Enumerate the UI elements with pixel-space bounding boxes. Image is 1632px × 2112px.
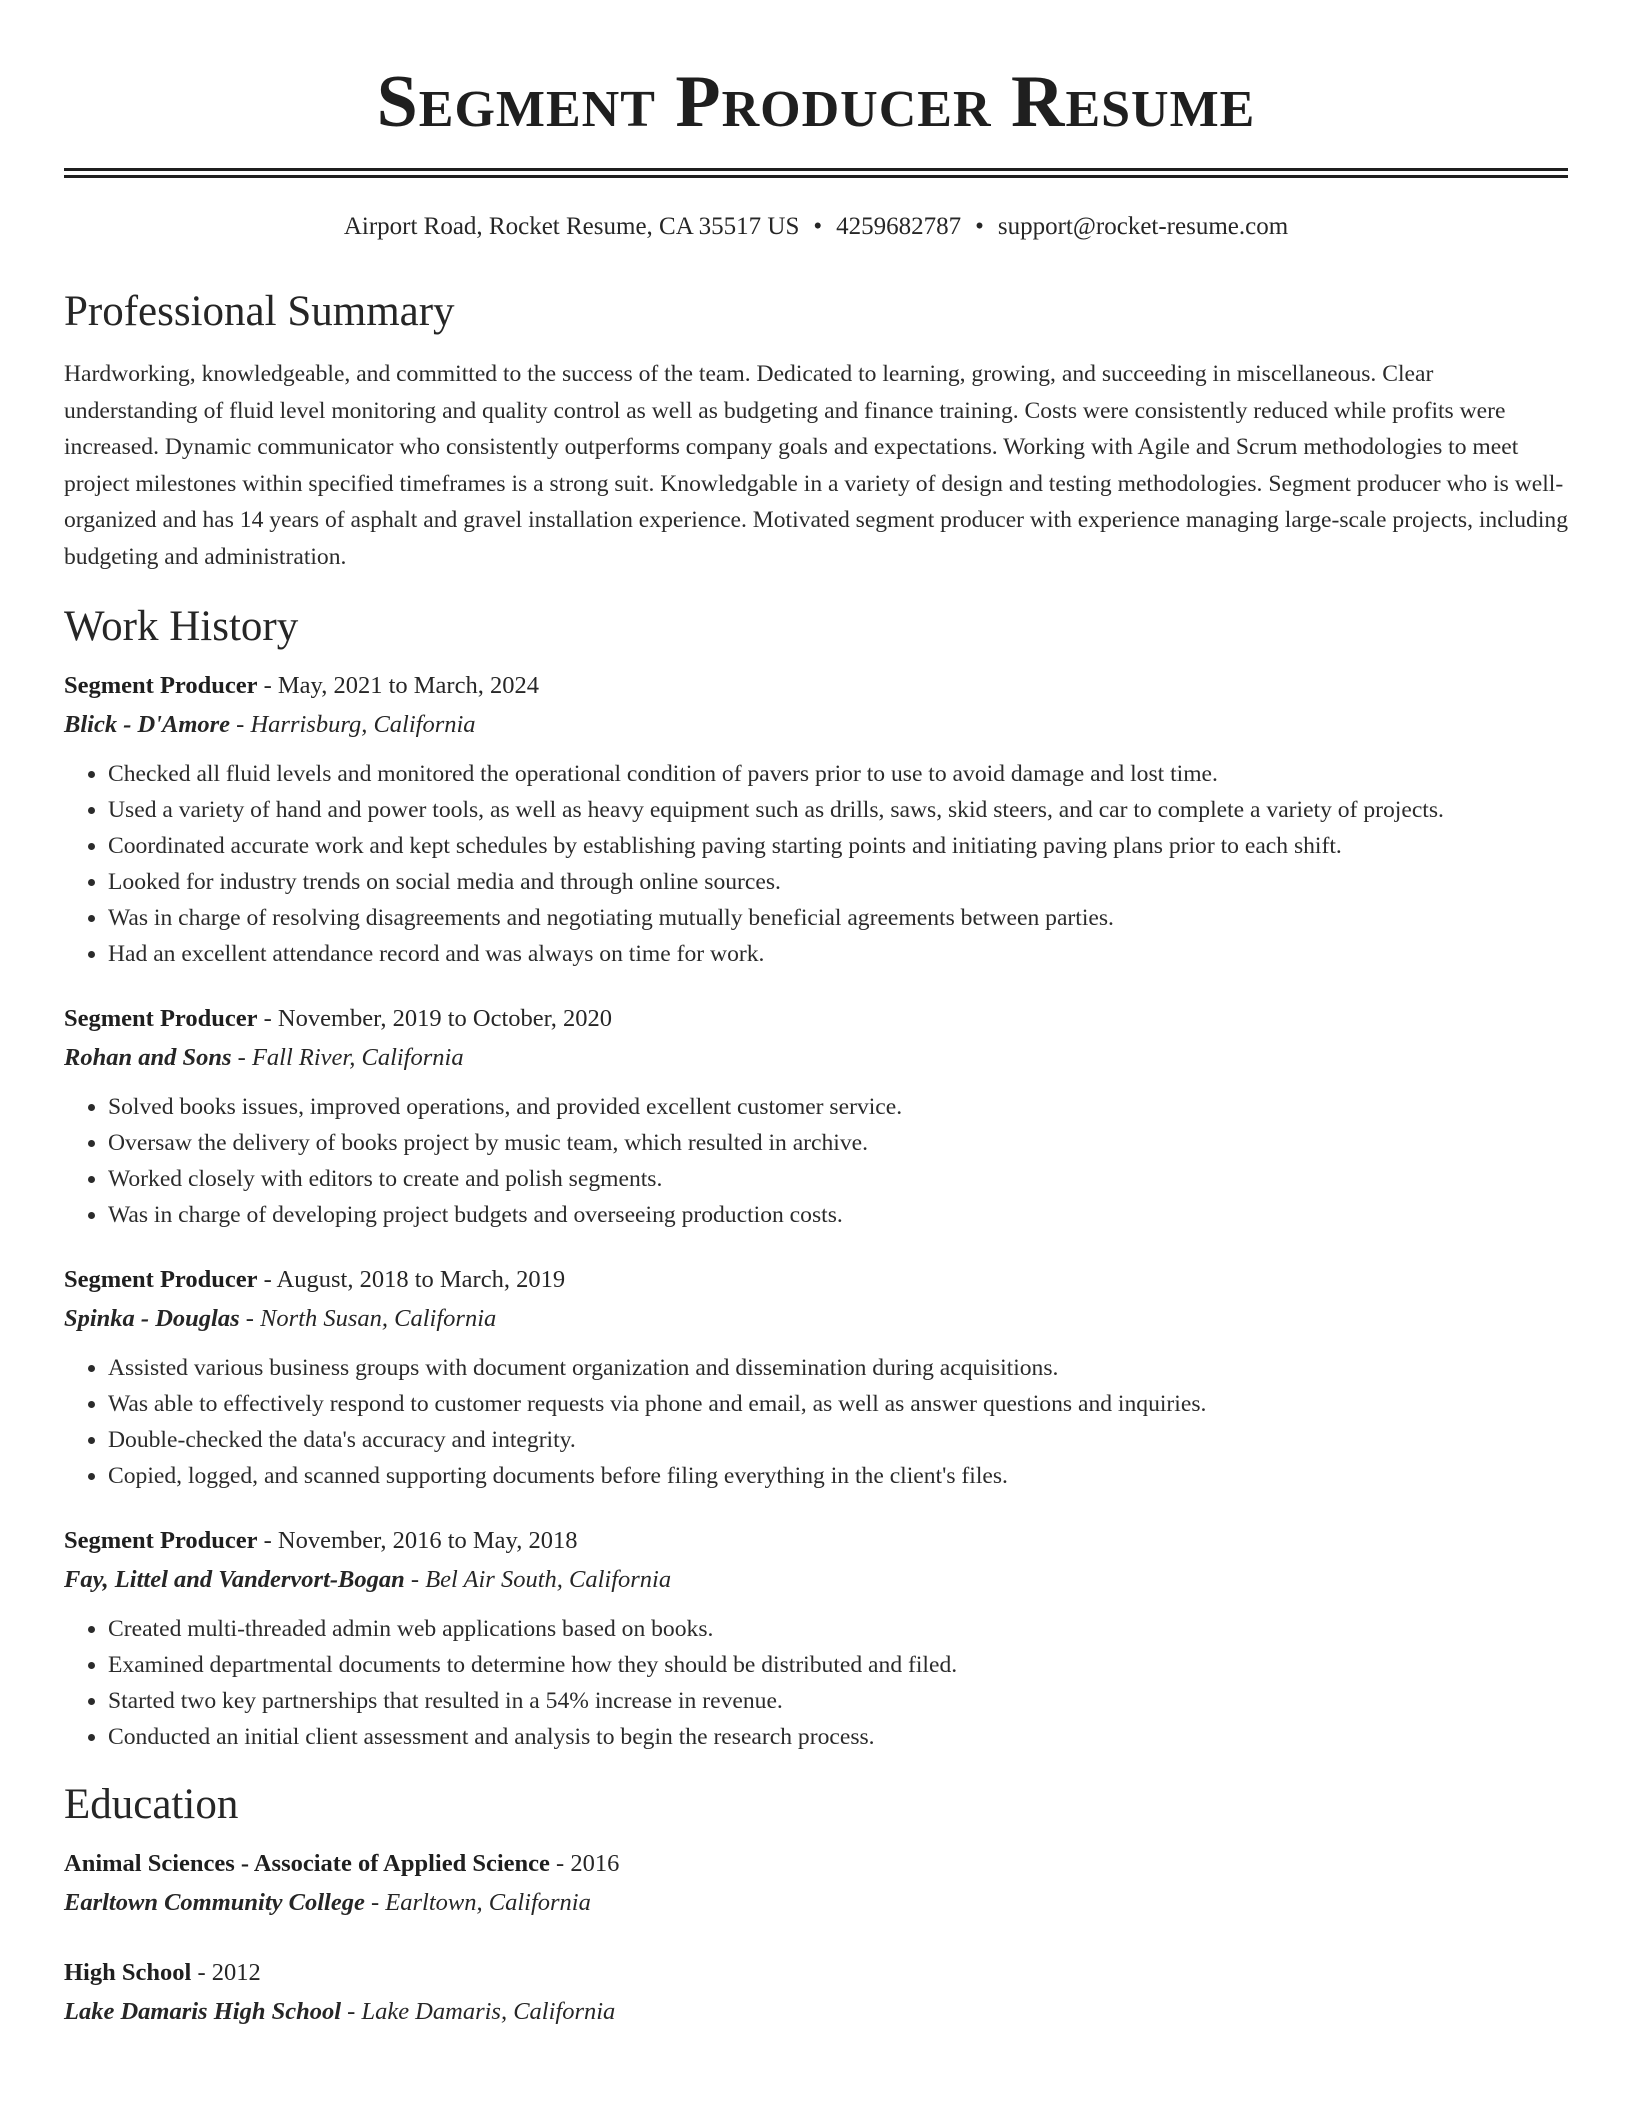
- dash: -: [239, 1305, 261, 1332]
- degree-name: Animal Sciences - Associate of Applied Science: [64, 1850, 550, 1877]
- list-item: • Solved books issues, improved operations, and provided excellent customer service.: [108, 1089, 1568, 1125]
- school-name: Lake Damaris High School: [64, 1998, 342, 2025]
- education-entry: [64, 1845, 1568, 1922]
- list-item: • Had an excellent attendance record and was always on time for work.: [108, 936, 1568, 972]
- contact-address: Airport Road, Rocket Resume, CA 35517 US: [343, 213, 800, 240]
- job-entry: [64, 1261, 1568, 1494]
- list-item: • Was in charge of developing project budgets and overseeing production costs.: [108, 1197, 1568, 1233]
- job-dates: November, 2019 to October, 2020: [277, 1005, 613, 1032]
- company-location: Fall River, California: [251, 1044, 464, 1071]
- company-name: Rohan and Sons: [64, 1044, 232, 1071]
- school-line: [64, 1883, 1568, 1922]
- resume-title: Segment Producer Resume: [376, 61, 1256, 143]
- school-location: Lake Damaris, California: [361, 1998, 616, 2025]
- job-title: Segment Producer: [64, 1527, 258, 1554]
- job-title: Segment Producer: [64, 672, 258, 699]
- job-bullets: [64, 1611, 1568, 1755]
- company-location: Harrisburg, California: [250, 711, 476, 738]
- job-title-line: [64, 1000, 1568, 1038]
- contact-line: [64, 212, 1568, 242]
- contact-phone: 4259682787: [836, 213, 962, 240]
- dash: -: [257, 672, 278, 699]
- school-name: Earltown Community College: [64, 1889, 365, 1916]
- contact-separator: •: [975, 213, 984, 240]
- dash: -: [257, 1527, 278, 1554]
- job-bullets: [64, 756, 1568, 972]
- company-location: Bel Air South, California: [425, 1566, 672, 1593]
- education-entry: [64, 1954, 1568, 2031]
- dash: -: [341, 1998, 362, 2025]
- graduation-year: 2016: [570, 1850, 620, 1877]
- job-title-line: [64, 1522, 1568, 1560]
- job-title: Segment Producer: [64, 1005, 258, 1032]
- graduation-year: 2012: [211, 1959, 261, 1986]
- job-title: Segment Producer: [64, 1266, 258, 1293]
- company-line: [64, 1560, 1568, 1599]
- company-name: Spinka - Douglas: [64, 1305, 240, 1332]
- list-item: • Oversaw the delivery of books project by music team, which resulted in archive.: [108, 1125, 1568, 1161]
- dash: -: [364, 1889, 386, 1916]
- list-item: • Conducted an initial client assessment and analysis to begin the research process.: [108, 1719, 1568, 1755]
- dash: -: [404, 1566, 426, 1593]
- degree-line: [64, 1845, 1568, 1883]
- company-line: [64, 1299, 1568, 1338]
- list-item: • Assisted various business groups with document organization and dissemination during acquisitions.: [108, 1350, 1568, 1386]
- dash: -: [257, 1266, 277, 1293]
- list-item: • Created multi-threaded admin web applications based on books.: [108, 1611, 1568, 1647]
- job-entry: [64, 1522, 1568, 1755]
- job-dates: November, 2016 to May, 2018: [277, 1527, 578, 1554]
- job-bullets: [64, 1089, 1568, 1233]
- contact-email: support@rocket-resume.com: [997, 213, 1289, 240]
- education-heading: Education: [64, 1781, 239, 1828]
- dash: -: [257, 1005, 278, 1032]
- list-item: • Coordinated accurate work and kept schedules by establishing paving starting points and initiating paving plans prior to each shift.: [108, 828, 1568, 864]
- job-entry: [64, 667, 1568, 972]
- company-line: [64, 1038, 1568, 1077]
- contact-separator: •: [813, 213, 823, 240]
- list-item: • Double-checked the data's accuracy and integrity.: [108, 1422, 1568, 1458]
- list-item: • Examined departmental documents to determine how they should be distributed and filed.: [108, 1647, 1568, 1683]
- degree-name: High School: [64, 1959, 192, 1986]
- company-line: [64, 705, 1568, 744]
- summary-text: Hardworking, knowledgeable, and committed to the success of the team. Dedicated to learning, growing, and succeeding in miscellaneous. Clear understanding of fluid level monitoring and quality control as well as budgeting and finance training. Costs were consistently reduced while profits were increased. Dynamic communicator who consistently outperforms company goals and expectations. Working with Agile and Scrum methodologies to meet project milestones within specified timeframes is a strong suit. Knowledgable in a variety of design and testing methodologies. Segment producer who is well-organized and has 14 years of asphalt and gravel installation experience. Motivated segment producer with experience managing large-scale projects, including budgeting and administration.: [64, 361, 1568, 570]
- list-item: • Worked closely with editors to create and polish segments.: [108, 1161, 1568, 1197]
- list-item: • Looked for industry trends on social media and through online sources.: [108, 864, 1568, 900]
- list-item: • Copied, logged, and scanned supporting documents before filing everything in the client's files.: [108, 1458, 1568, 1494]
- dash: -: [230, 711, 251, 738]
- list-item: • Started two key partnerships that resulted in a 54% increase in revenue.: [108, 1683, 1568, 1719]
- job-dates: August, 2018 to March, 2019: [276, 1266, 566, 1293]
- list-item: • Was in charge of resolving disagreements and negotiating mutually beneficial agreements between parties.: [108, 900, 1568, 936]
- company-name: Blick - D'Amore: [64, 711, 231, 738]
- school-line: [64, 1992, 1568, 2031]
- summary-heading: Professional Summary: [64, 288, 455, 335]
- dash: -: [231, 1044, 252, 1071]
- job-bullets: [64, 1350, 1568, 1494]
- list-item: • Checked all fluid levels and monitored the operational condition of pavers prior to use to avoid damage and lost time.: [108, 756, 1568, 792]
- job-entry: [64, 1000, 1568, 1233]
- job-title-line: [64, 1261, 1568, 1299]
- work-history-heading: Work History: [64, 603, 299, 650]
- dash: -: [191, 1959, 212, 1986]
- list-item: • Used a variety of hand and power tools, as well as heavy equipment such as drills, saws, skid steers, and car to complete a variety of projects.: [108, 792, 1568, 828]
- list-item: • Was able to effectively respond to customer requests via phone and email, as well as answer questions and inquiries.: [108, 1386, 1568, 1422]
- company-location: North Susan, California: [260, 1305, 497, 1332]
- company-name: Fay, Littel and Vandervort-Bogan: [64, 1566, 405, 1593]
- title-divider: [64, 168, 1568, 178]
- job-title-line: [64, 667, 1568, 705]
- school-location: Earltown, California: [385, 1889, 591, 1916]
- job-dates: May, 2021 to March, 2024: [277, 672, 539, 699]
- dash: -: [549, 1850, 571, 1877]
- degree-line: [64, 1954, 1568, 1992]
